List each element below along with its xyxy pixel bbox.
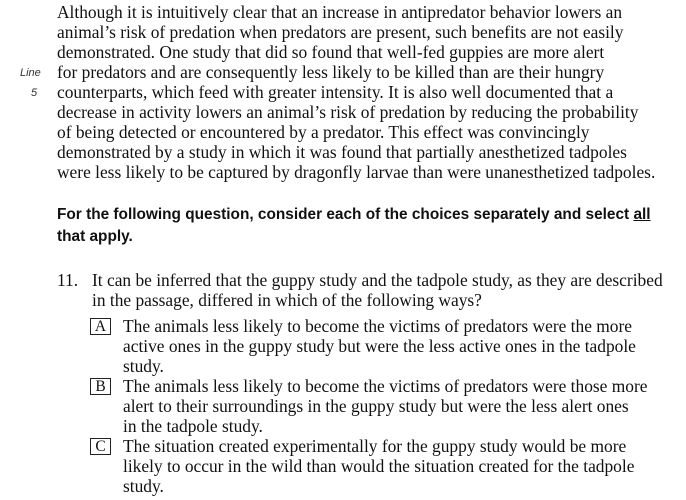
choice-line: in the tadpole study.	[123, 416, 263, 436]
passage-line: for predators and are consequently less likely to be killed than are their hungry	[57, 62, 605, 82]
answer-choice-c[interactable]	[90, 436, 686, 496]
passage-line: animal’s risk of predation when predators are present, such benefits are not easily	[57, 22, 624, 42]
answer-choice-b[interactable]	[90, 376, 686, 436]
choice-b-text	[123, 376, 686, 436]
choice-line: The animals less likely to become the victims of predators were the more	[123, 316, 632, 336]
question-stem-line: It can be inferred that the guppy study and the tadpole study, as they are described	[92, 270, 663, 290]
choice-line: alert to their surroundings in the guppy study but were the less alert ones	[123, 396, 629, 416]
passage	[57, 2, 681, 182]
passage-line: of being detected or encountered by a predator. This effect was convincingly	[57, 122, 590, 142]
question-stem-line: in the passage, differed in which of the following ways?	[92, 290, 482, 310]
choice-b-checkbox[interactable]: B	[90, 378, 111, 395]
passage-line: demonstrated. One study that did so found that well-fed guppies are more alert	[57, 42, 605, 62]
choice-c-checkbox[interactable]: C	[90, 438, 111, 455]
choice-c-text	[123, 436, 686, 496]
question-stem	[92, 270, 663, 310]
choice-a-text	[123, 316, 686, 376]
directions-text-continued: that apply.	[57, 228, 133, 245]
choice-line: The situation created experimentally for the guppy study would be more	[123, 436, 627, 456]
line-label: Line	[20, 67, 41, 79]
question-directions	[57, 204, 667, 248]
choice-line: The animals less likely to become the victims of predators were those more	[123, 376, 648, 396]
passage-line: demonstrated by a study in which it was found that partially anesthetized tadpoles	[57, 142, 627, 162]
choice-line: active ones in the guppy study but were the less active ones in the tadpole	[123, 336, 636, 356]
directions-text: For the following question, consider each of the choices separately and select	[57, 206, 634, 223]
choice-line: study.	[123, 476, 164, 496]
directions-emphasis: all	[633, 206, 651, 223]
answer-choice-a[interactable]	[90, 316, 686, 376]
passage-line: Although it is intuitively clear that an increase in antipredator behavior lowers an	[57, 2, 623, 22]
answer-choices	[90, 316, 686, 496]
choice-line: likely to occur in the wild than would the situation created for the tadpole	[123, 456, 635, 476]
passage-line: were less likely to be captured by dragonfly larvae than were unanesthetized tadpoles.	[57, 162, 656, 182]
choice-line: study.	[123, 356, 164, 376]
passage-line: decrease in activity lowers an animal’s risk of predation by reducing the probability	[57, 102, 639, 122]
question-number: 11.	[57, 270, 79, 290]
choice-a-checkbox[interactable]: A	[90, 318, 111, 335]
passage-line: counterparts, which feed with greater intensity. It is also well documented that a	[57, 82, 614, 102]
line-number: 5	[31, 87, 38, 99]
